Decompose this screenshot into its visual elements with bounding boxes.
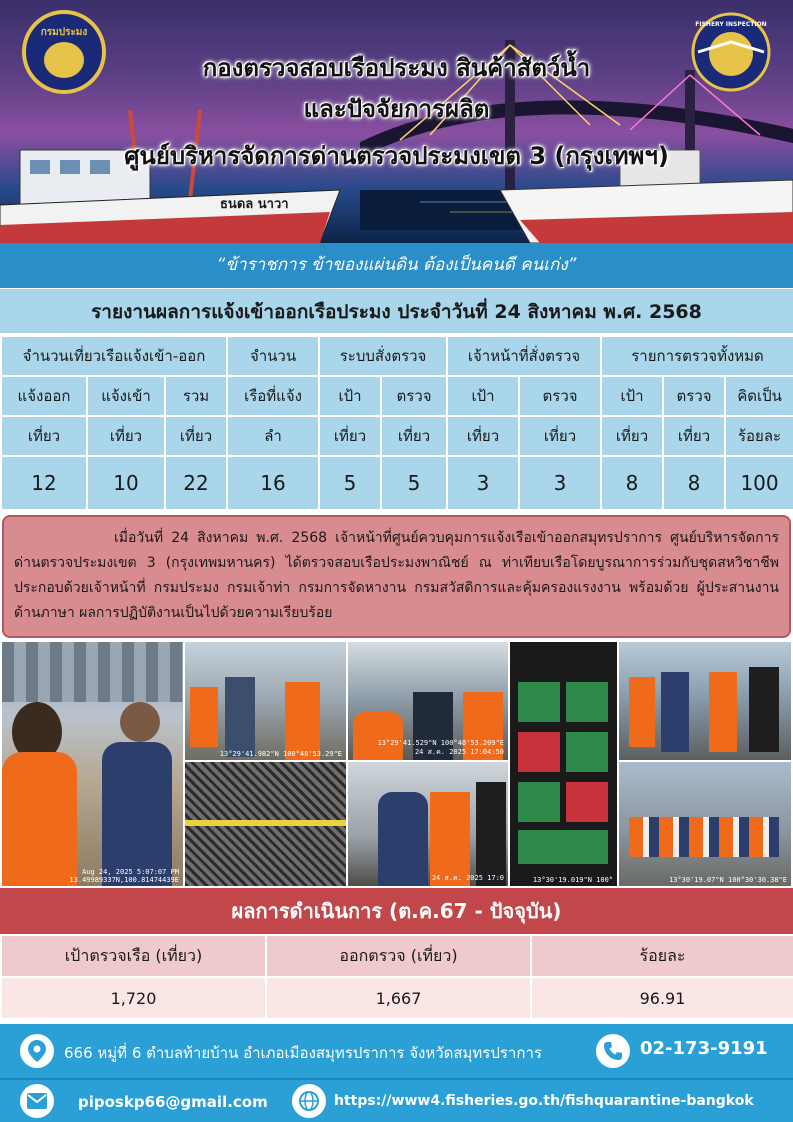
value-cell: 8 (663, 456, 725, 510)
results-value: 1,720 (1, 977, 266, 1019)
photo-inspection-5 (619, 642, 791, 760)
photo-caption-4: 24 ส.ค. 2025 17:0 (431, 874, 504, 882)
unit-cell: เที่ยว (87, 416, 165, 456)
sub-header: ตรวจ (381, 376, 447, 416)
photo-caption-1: Aug 24, 2025 5:07:07 PM 13.49989337N,100.81474439E (69, 868, 179, 884)
photo-caption-2: 13°29'41.982"N 100°48'53.29"E (219, 750, 342, 758)
sub-header: ตรวจ (663, 376, 725, 416)
group-header: ระบบสั่งตรวจ (319, 336, 447, 376)
sub-header: เป้า (319, 376, 381, 416)
results-value-row (1, 977, 793, 1019)
results-title: ผลการดำเนินการ (ต.ค.67 - ปัจจุบัน) (0, 888, 793, 934)
photo-caption-6: 13°30'19.07"N 100°30'30.38"E (668, 876, 787, 884)
fishing-boat-illustration (0, 110, 360, 243)
slogan: “ข้าราชการ ข้าของแผ่นดิน ต้องเป็นคนดี คนเก่ง” (0, 243, 793, 288)
right-logo-text: FISHERY INSPECTION (695, 21, 767, 28)
left-logo-text: กรมประมง (40, 26, 88, 38)
group-header: จำนวน (227, 336, 319, 376)
unit-cell: เที่ยว (447, 416, 519, 456)
unit-cell: ร้อยละ (725, 416, 793, 456)
header-title-line-2: และปัจจัยการผลิต (303, 95, 490, 123)
results-table (0, 934, 793, 1020)
group-header-row (1, 336, 793, 376)
daily-report (0, 289, 793, 511)
results-header-row (1, 935, 793, 977)
header-title-line-3: ศูนย์บริหารจัดการด่านตรวจประมงเขต 3 (กรุงเทพฯ) (124, 142, 669, 170)
phone-icon (596, 1034, 630, 1068)
unit-cell: เที่ยว (519, 416, 601, 456)
value-cell: 100 (725, 456, 793, 510)
description-text: เมื่อวันที่ 24 สิงหาคม พ.ศ. 2568 เจ้าหน้าที่ศูนย์ควบคุมการแจ้งเรือเข้าออกสมุทรปราการ ศูนย์บริหารจัดการด่านตรวจประมงเขต 3 (กรุงเทพมหานคร) ได้ตรวจสอบเรือประมงพาณิชย์ ณ ท่าเทียบเรือโดยบูรณาการร่วมกับชุดสหวิชาชีพ ประกอบด้วยเจ้าหน้าที่ กรมประมง กรมเจ้าท่า กรมการจัดหางาน กรมสวัสดิการและคุ้มครองแรงงาน พร้อมด้วย ผู้ประสานงานด้านภาษา ผลการปฏิบัติงานเป็นไปด้วยความเรียบร้อย (14, 530, 779, 621)
unit-cell: เที่ยว (601, 416, 663, 456)
unit-cell: ลำ (227, 416, 319, 456)
unit-row (1, 416, 793, 456)
unit-cell: เที่ยว (319, 416, 381, 456)
unit-cell: เที่ยว (381, 416, 447, 456)
value-cell: 12 (1, 456, 87, 510)
group-header: เจ้าหน้าที่สั่งตรวจ (447, 336, 601, 376)
header-title-line-1: กองตรวจสอบเรือประมง สินค้าสัตว์น้ำ (202, 54, 591, 82)
photo-fish-catch (510, 642, 617, 886)
sub-header: คิดเป็น (725, 376, 793, 416)
results-table-wrap (0, 934, 793, 1020)
report-title: รายงานผลการแจ้งเข้าออกเรือประมง ประจำวันที่ 24 สิงหาคม พ.ศ. 2568 (0, 289, 793, 335)
group-header: รายการตรวจทั้งหมด (601, 336, 793, 376)
value-cell: 16 (227, 456, 319, 510)
value-cell: 3 (447, 456, 519, 510)
results-header: ร้อยละ (531, 935, 793, 977)
sub-header: เรือที่แจ้ง (227, 376, 319, 416)
photo-inspection-4 (348, 762, 508, 886)
sub-header-row (1, 376, 793, 416)
photo-caption-5: 13°30'19.019"N 100° (532, 876, 613, 884)
value-cell: 22 (165, 456, 227, 510)
unit-cell: เที่ยว (1, 416, 87, 456)
photo-inspection-1 (2, 642, 183, 886)
group-header: จำนวนเที่ยวเรือแจ้งเข้า-ออก (1, 336, 227, 376)
value-cell: 5 (381, 456, 447, 510)
photo-caption-3: 13°29'41.529"N 100°48'53.209"E 24 ส.ค. 2025 17:04:50 (377, 739, 504, 756)
header-banner (0, 0, 793, 243)
sub-header: แจ้งออก (1, 376, 87, 416)
photo-inspection-2 (185, 642, 346, 760)
footer-contact (0, 1024, 793, 1078)
footer-online (0, 1078, 793, 1122)
operation-description (2, 515, 791, 638)
results-value: 1,667 (266, 977, 531, 1019)
website-link[interactable]: https://www4.fisheries.go.th/fishquarantine-bangkok (334, 1093, 754, 1109)
value-row (1, 456, 793, 510)
unit-cell: เที่ยว (663, 416, 725, 456)
email-icon (20, 1084, 54, 1118)
globe-icon (292, 1084, 326, 1118)
sub-header: ตรวจ (519, 376, 601, 416)
value-cell: 8 (601, 456, 663, 510)
photo-fishing-net (185, 762, 346, 886)
sub-header: แจ้งเข้า (87, 376, 165, 416)
sub-header: รวม (165, 376, 227, 416)
unit-cell: เที่ยว (165, 416, 227, 456)
photo-group (619, 762, 791, 886)
photo-inspection-3 (348, 642, 508, 760)
email-link[interactable]: piposkp66@gmail.com (78, 1093, 268, 1111)
sub-header: เป้า (447, 376, 519, 416)
location-pin-icon (20, 1034, 54, 1068)
report-table (0, 335, 793, 511)
address-text: 666 หมู่ที่ 6 ตำบลท้ายบ้าน อำเภอเมืองสมุทรปราการ จังหวัดสมุทรปราการ (64, 1044, 542, 1062)
sub-header: เป้า (601, 376, 663, 416)
phone-number[interactable]: 02-173-9191 (640, 1038, 768, 1059)
value-cell: 10 (87, 456, 165, 510)
value-cell: 5 (319, 456, 381, 510)
results-value: 96.91 (531, 977, 793, 1019)
results-header: เป้าตรวจเรือ (เที่ยว) (1, 935, 266, 977)
value-cell: 3 (519, 456, 601, 510)
results-header: ออกตรวจ (เที่ยว) (266, 935, 531, 977)
boat-name-label: ธนดล นาวา (220, 197, 289, 212)
